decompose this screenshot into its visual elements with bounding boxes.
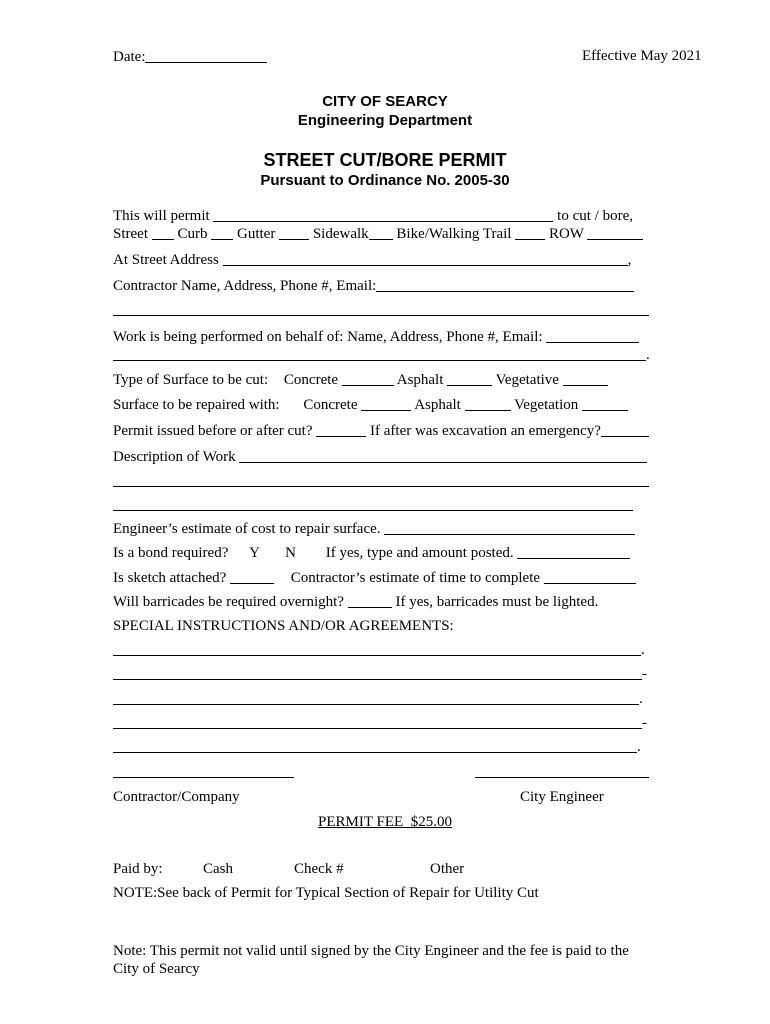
description-continuation-row-2: [113, 496, 633, 514]
contractor-signature-field[interactable]: [113, 777, 294, 778]
repair-option-asphalt: Asphalt: [414, 397, 461, 413]
behalf-continuation-row: [113, 346, 650, 364]
bond-option-no: N: [285, 545, 296, 561]
area-field-sidewalk[interactable]: [369, 227, 393, 240]
emergency-field[interactable]: [601, 424, 649, 437]
description-field[interactable]: [239, 450, 647, 463]
back-of-permit-note: NOTE:See back of Permit for Typical Section of Repair for Utility Cut: [113, 885, 539, 901]
area-field-trail[interactable]: [515, 227, 545, 240]
special-line-end-3: .: [639, 691, 643, 707]
surface-repair-label: Surface to be repaired with:: [113, 397, 280, 413]
behalf-field-line-2[interactable]: [113, 348, 646, 361]
surface-cut-row: [113, 371, 608, 389]
work-area-row: [113, 225, 643, 243]
area-label-trail: Bike/Walking Trail: [396, 226, 512, 242]
permittee-field[interactable]: [213, 209, 553, 222]
surface-repair-row: [113, 396, 628, 414]
area-field-street[interactable]: [152, 227, 174, 240]
permit-intro-end: to cut / bore,: [557, 208, 633, 224]
paid-by-label: Paid by:: [113, 861, 163, 877]
special-line-end-5: .: [637, 739, 641, 755]
area-label-gutter: Gutter: [237, 226, 276, 242]
description-label: Description of Work: [113, 449, 236, 465]
area-label-sidewalk: Sidewalk: [312, 226, 369, 242]
description-continuation-row-1: [113, 472, 649, 490]
sketch-label: Is sketch attached?: [113, 570, 227, 586]
permit-fee: PERMIT FEE $25.00: [318, 814, 452, 830]
barricades-label: Will barricades be required overnight?: [113, 594, 344, 610]
special-instructions-field-1[interactable]: [113, 643, 641, 656]
engineer-signature-label: City Engineer: [520, 789, 604, 805]
behalf-end: .: [646, 347, 650, 363]
repair-field-vegetation[interactable]: [582, 398, 628, 411]
department-name: Engineering Department: [297, 112, 473, 129]
contractor-field[interactable]: [376, 279, 634, 292]
behalf-field[interactable]: [546, 330, 639, 343]
special-instructions-field-5[interactable]: [113, 740, 637, 753]
area-field-curb[interactable]: [211, 227, 233, 240]
cut-field-asphalt[interactable]: [447, 373, 492, 386]
ordinance-subtitle: Pursuant to Ordinance No. 2005-30: [260, 172, 510, 189]
validity-note: Note: This permit not valid until signed by the City Engineer and the fee is paid to the City of Searcy: [113, 943, 629, 977]
behalf-label: Work is being performed on behalf of: Name, Address, Phone #, Email:: [113, 329, 543, 345]
cut-field-vegetative[interactable]: [563, 373, 608, 386]
city-name: CITY OF SEARCY: [322, 93, 448, 110]
engineer-signature-field[interactable]: [475, 777, 649, 778]
repair-field-concrete[interactable]: [361, 398, 411, 411]
bond-option-yes: Y: [249, 545, 260, 561]
permit-fee-row: [0, 813, 770, 831]
contractor-field-line-2[interactable]: [113, 303, 649, 316]
description-field-line-3[interactable]: [113, 498, 633, 511]
bond-row: [113, 544, 630, 562]
emergency-label: If after was excavation an emergency?: [370, 423, 601, 439]
area-label-street: Street: [113, 226, 148, 242]
special-instructions-heading: SPECIAL INSTRUCTIONS AND/OR AGREEMENTS:: [113, 618, 454, 634]
payment-option-other: Other: [430, 861, 465, 877]
special-line-1: [113, 641, 645, 659]
special-line-3: [113, 690, 643, 708]
special-line-4: [113, 714, 647, 732]
signature-labels-row: [0, 788, 770, 806]
bond-label: Is a bond required?: [113, 545, 229, 561]
contractor-label: Contractor Name, Address, Phone #, Email:: [113, 278, 377, 294]
permit-timing-field[interactable]: [316, 424, 366, 437]
special-line-end-2: -: [642, 666, 647, 682]
description-field-line-2[interactable]: [113, 474, 649, 487]
engineer-estimate-row: [113, 520, 635, 538]
permit-intro-label: This will permit: [113, 208, 210, 224]
description-row: [113, 448, 647, 466]
permit-timing-label: Permit issued before or after cut?: [113, 423, 313, 439]
special-instructions-field-2[interactable]: [113, 667, 642, 680]
special-instructions-field-3[interactable]: [113, 692, 639, 705]
special-line-end-4: -: [642, 715, 647, 731]
date-field[interactable]: [145, 50, 267, 63]
time-estimate-label: Contractor’s estimate of time to complete: [290, 570, 541, 586]
area-label-row: ROW: [548, 226, 584, 242]
permit-intro-row: [113, 207, 633, 225]
sketch-field[interactable]: [230, 571, 274, 584]
special-line-5: [113, 738, 641, 756]
barricades-row: [113, 593, 598, 611]
special-line-end-1: .: [641, 642, 645, 658]
repair-field-asphalt[interactable]: [465, 398, 511, 411]
permit-timing-row: [113, 422, 649, 440]
repair-option-vegetation: Vegetation: [514, 397, 579, 413]
cut-option-vegetative: Vegetative: [495, 372, 559, 388]
repair-option-concrete: Concrete: [303, 397, 358, 413]
area-label-curb: Curb: [177, 226, 208, 242]
area-field-gutter[interactable]: [279, 227, 309, 240]
contractor-row: [113, 277, 634, 295]
street-address-end: ,: [627, 252, 632, 268]
bond-posted-field[interactable]: [517, 546, 630, 559]
special-line-2: [113, 665, 647, 683]
barricades-field[interactable]: [348, 595, 392, 608]
payment-option-cash: Cash: [203, 861, 233, 877]
cut-option-concrete: Concrete: [283, 372, 339, 388]
area-field-row[interactable]: [587, 227, 643, 240]
sketch-row: [113, 569, 636, 587]
barricades-note: If yes, barricades must be lighted.: [395, 594, 599, 610]
date-label: Date:: [113, 49, 146, 65]
cut-field-concrete[interactable]: [342, 373, 394, 386]
engineer-estimate-field[interactable]: [384, 522, 635, 535]
contractor-continuation-row: [113, 301, 649, 319]
cut-option-asphalt: Asphalt: [396, 372, 444, 388]
street-address-row: [113, 251, 631, 269]
page-title: STREET CUT/BORE PERMIT: [263, 150, 507, 170]
time-estimate-field[interactable]: [544, 571, 636, 584]
payment-row: [0, 860, 770, 878]
bond-posted-label: If yes, type and amount posted.: [325, 545, 514, 561]
behalf-row: [113, 328, 639, 346]
street-address-field[interactable]: [223, 253, 628, 266]
effective-date: Effective May 2021: [582, 48, 702, 64]
date-row: [113, 48, 267, 66]
special-instructions-field-4[interactable]: [113, 716, 642, 729]
surface-cut-label: Type of Surface to be cut:: [113, 372, 269, 388]
street-address-label: At Street Address: [113, 252, 219, 268]
contractor-signature-label: Contractor/Company: [113, 789, 240, 805]
payment-option-check: Check #: [294, 861, 344, 877]
engineer-estimate-label: Engineer’s estimate of cost to repair surface.: [113, 521, 381, 537]
